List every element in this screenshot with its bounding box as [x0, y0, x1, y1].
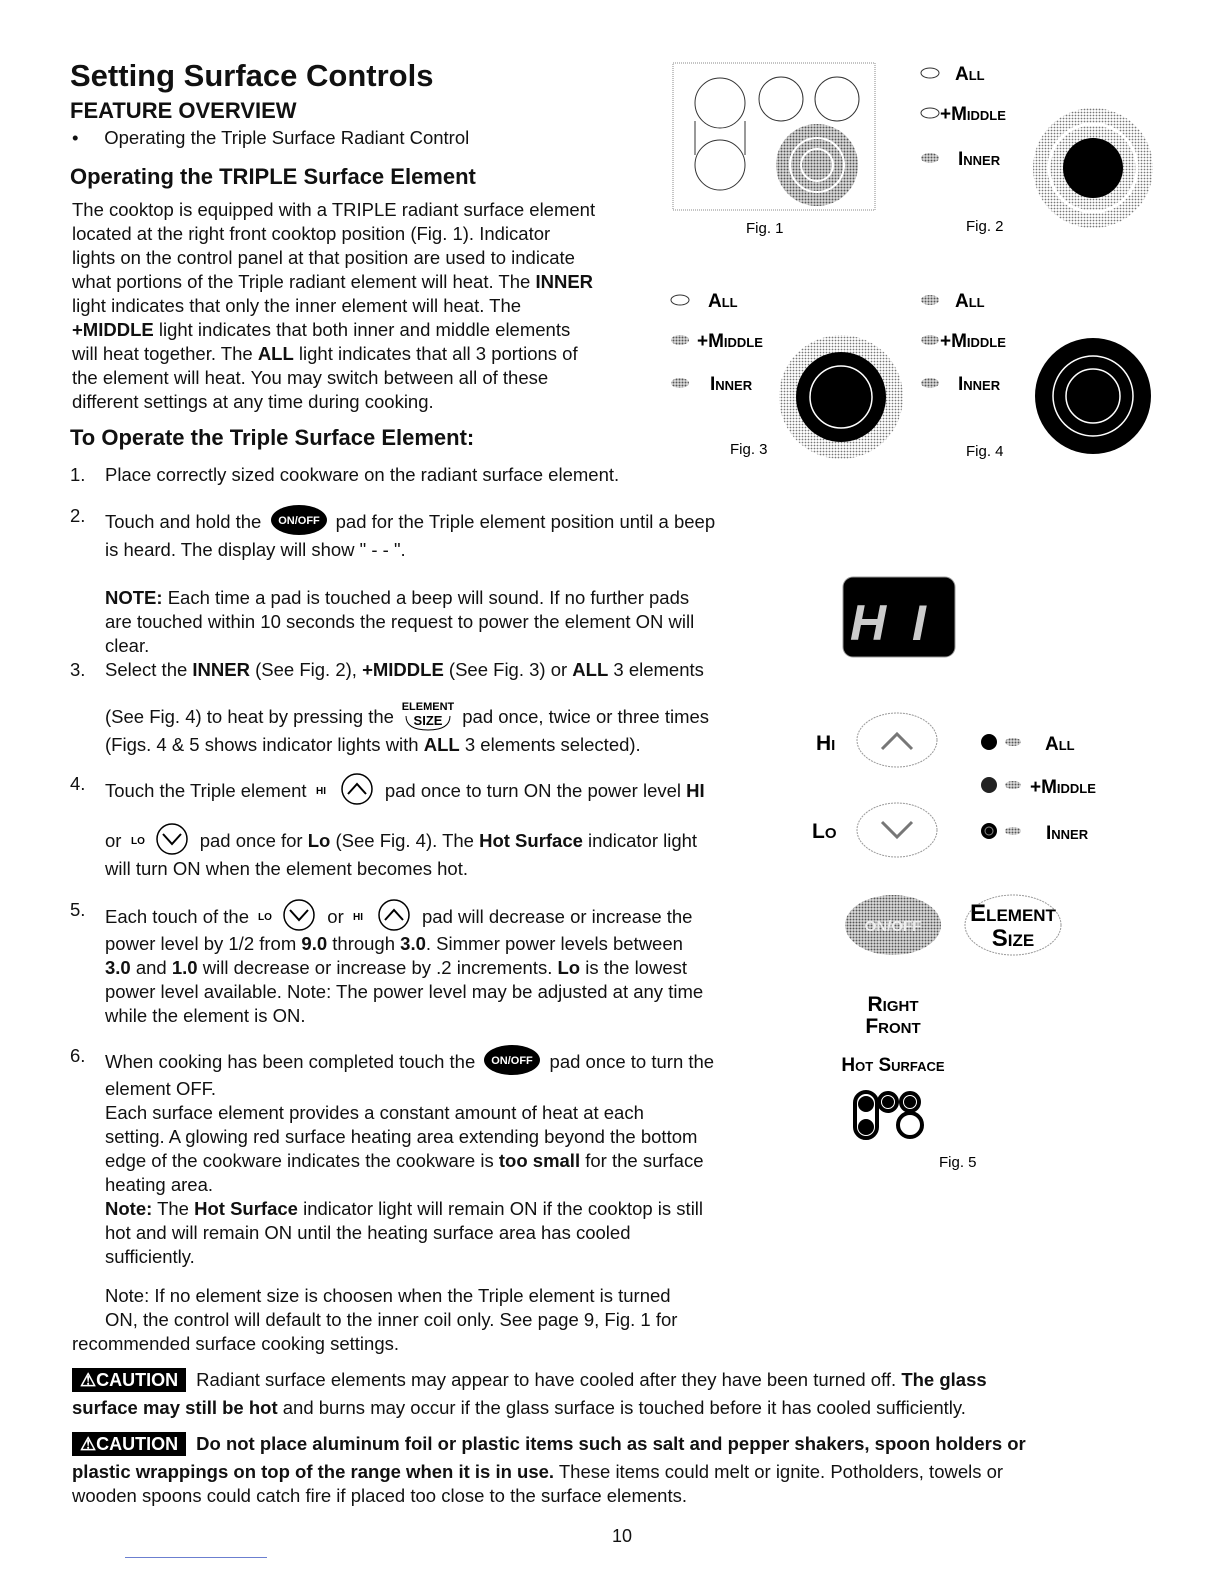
figure-5-control-panel: [812, 577, 1096, 1171]
text-segment: light indicates that both inner and middle elements: [153, 319, 571, 340]
svg-text:LO: LO: [258, 912, 273, 923]
text-segment: and: [130, 957, 172, 978]
svg-text:All: All: [1045, 734, 1075, 755]
text-segment: pad once, twice or three times: [457, 705, 710, 727]
text-segment: pad for the Triple element position until a beep: [330, 510, 716, 532]
display-readout: H I: [850, 595, 932, 651]
text-segment: The: [152, 1198, 195, 1219]
bullet-item: • Operating the Triple Surface Radiant Control: [72, 127, 470, 148]
text-segment: indicator light will remain ON if the cooktop is still: [297, 1198, 704, 1219]
bold-text: Lo: [307, 829, 331, 851]
svg-text:ON/OFF: ON/OFF: [864, 918, 922, 935]
text-segment: The cooktop is equipped with a TRIPLE radiant surface element: [72, 199, 596, 220]
svg-text:Inner: Inner: [958, 374, 1001, 395]
text-segment: or: [105, 829, 127, 851]
text-segment: Select the: [105, 659, 193, 680]
bold-text: +MIDDLE: [362, 659, 444, 680]
text-segment: Each time a pad is touched a beep will sound. If no further pads: [162, 587, 690, 608]
svg-text:+Middle: +Middle: [940, 331, 1006, 352]
text-segment: heating area.: [105, 1174, 214, 1195]
figure-4-all: [921, 291, 1151, 460]
bold-text: NOTE:: [105, 587, 163, 608]
bold-text: 1.0: [171, 957, 198, 978]
text-segment: (See Fig. 3) or: [443, 659, 573, 680]
bold-text: ALL: [257, 343, 294, 364]
text-segment: is the lowest: [580, 957, 688, 978]
svg-text:+Middle: +Middle: [940, 104, 1006, 125]
svg-text:ON/OFF: ON/OFF: [277, 515, 320, 527]
step-number: 4.: [70, 773, 86, 794]
text-segment: ON, the control will default to the inner coil only. See page 9, Fig. 1 for: [105, 1309, 678, 1330]
svg-text:+Middle: +Middle: [1030, 777, 1096, 798]
text-segment: pad once to turn the: [544, 1050, 715, 1072]
page-number: 10: [612, 1526, 633, 1546]
text-segment: will heat together. The: [72, 343, 258, 364]
svg-text:Inner: Inner: [710, 374, 753, 395]
text-segment: and burns may occur if the glass surface is touched before it has cooled sufficiently.: [277, 1397, 966, 1418]
svg-text:Element: Element: [970, 900, 1056, 927]
step-number: 6.: [70, 1045, 86, 1066]
text-segment: indicator light: [582, 829, 698, 851]
bold-text: INNER: [192, 659, 250, 680]
text-segment: Touch the Triple element: [105, 779, 312, 801]
text-segment: (See Fig. 4). The: [330, 829, 480, 851]
text-segment: Radiant surface elements may appear to have cooled after they have been turned off.: [196, 1369, 902, 1390]
text-segment: 3 elements: [608, 659, 704, 680]
figure-3-middle: [671, 291, 903, 459]
text-segment: (Figs. 4 & 5 shows indicator lights with: [105, 734, 424, 755]
bold-text: Lo: [557, 957, 581, 978]
bold-text: ALL: [423, 734, 460, 755]
text-segment: Touch and hold the: [105, 510, 267, 532]
text-segment: (See Fig. 4) to heat by pressing the: [105, 705, 400, 727]
figure-2-inner: [921, 64, 1153, 235]
svg-text:Lo: Lo: [812, 820, 837, 843]
svg-text:+Middle: +Middle: [697, 331, 763, 352]
svg-text:SIZE: SIZE: [413, 713, 443, 728]
figure-1-cooktop: [673, 63, 875, 237]
bold-text: HI: [686, 779, 705, 801]
text-segment: (See Fig. 2),: [249, 659, 363, 680]
text-segment: hot and will remain ON until the heating surface area has cooled: [105, 1222, 631, 1243]
step-number: 3.: [70, 659, 86, 680]
page-title: Setting Surface Controls: [70, 58, 434, 93]
svg-text:Right: Right: [867, 993, 919, 1016]
text-segment: element OFF.: [105, 1078, 217, 1099]
text-segment: Note: If no element size is choosen when the Triple element is turned: [105, 1285, 671, 1306]
text-segment: These items could melt or ignite. Potholders, towels or: [554, 1461, 1004, 1482]
text-segment: is heard. The display will show " - - ".: [105, 539, 406, 560]
text-segment: for the surface: [580, 1150, 704, 1171]
bold-text: too small: [498, 1150, 581, 1171]
text-segment: When cooking has been completed touch the: [105, 1050, 481, 1072]
svg-text:Inner: Inner: [958, 149, 1001, 170]
fig4-caption: Fig. 4: [966, 443, 1004, 460]
text-segment: or: [322, 905, 349, 927]
bold-text: 3.0: [105, 957, 131, 978]
bold-text: Do not place aluminum foil or plastic items such as salt and pepper shakers, spoon holders or: [196, 1433, 1026, 1454]
bold-text: Hot Surface: [194, 1198, 298, 1219]
bold-text: 9.0: [301, 933, 328, 954]
caution-badge: ⚠CAUTION: [72, 1368, 186, 1392]
text-segment: power level by 1/2 from: [105, 933, 302, 954]
text-segment: the element will heat. You may switch between all of these: [72, 367, 549, 388]
text-segment: while the element is ON.: [105, 1005, 306, 1026]
caution-badge: ⚠CAUTION: [72, 1432, 186, 1456]
text-segment: edge of the cookware indicates the cookware is: [105, 1150, 499, 1171]
svg-text:Hi: Hi: [816, 732, 836, 755]
svg-text:HI: HI: [315, 786, 326, 797]
text-segment: pad will decrease or increase the: [416, 905, 693, 927]
text-segment: Place correctly sized cookware on the radiant surface element.: [105, 464, 620, 485]
step-number: 5.: [70, 899, 86, 920]
text-segment: pad once for: [194, 829, 308, 851]
bold-text: INNER: [535, 271, 594, 292]
text-segment: power level available. Note: The power level may be adjusted at any time: [105, 981, 704, 1002]
svg-text:ELEMENT: ELEMENT: [402, 701, 455, 713]
text-segment: what portions of the Triple radiant element will heat. The: [72, 271, 536, 292]
text-segment: pad once to turn ON the power level: [379, 779, 687, 801]
text-segment: will decrease or increase by .2 increments.: [197, 957, 558, 978]
text-segment: . Simmer power levels between: [425, 933, 683, 954]
text-segment: will turn ON when the element becomes hot.: [105, 858, 468, 879]
text-segment: through: [327, 933, 401, 954]
text-segment: different settings at any time during cooking.: [72, 391, 434, 412]
hot-surface-icon: [855, 1092, 922, 1138]
bold-text: The glass: [901, 1369, 987, 1390]
text-segment: wooden spoons could catch fire if placed too close to the surface elements.: [72, 1485, 687, 1506]
svg-text:Hot Surface: Hot Surface: [841, 1055, 945, 1076]
text-segment: located at the right front cooktop position (Fig. 1). Indicator: [72, 223, 551, 244]
svg-text:Inner: Inner: [1046, 823, 1089, 844]
bold-text: Hot Surface: [479, 829, 583, 851]
text-segment: sufficiently.: [105, 1246, 195, 1267]
section-heading-to-operate: To Operate the Triple Surface Element:: [70, 425, 475, 450]
step-number: 2.: [70, 505, 86, 526]
bold-text: +MIDDLE: [72, 319, 154, 340]
text-segment: Each surface element provides a constant amount of heat at each: [105, 1102, 644, 1123]
bold-text: surface may still be hot: [72, 1397, 278, 1418]
fig3-caption: Fig. 3: [730, 441, 768, 458]
svg-text:All: All: [955, 291, 985, 312]
bold-text: Note:: [105, 1198, 153, 1219]
svg-text:Front: Front: [865, 1015, 921, 1038]
text-segment: Each touch of the: [105, 905, 255, 927]
text-segment: are touched within 10 seconds the request to power the element ON will: [105, 611, 695, 632]
svg-text:ON/OFF: ON/OFF: [491, 1055, 534, 1067]
text-segment: 3 elements selected).: [459, 734, 641, 755]
fig5-caption: Fig. 5: [939, 1154, 977, 1171]
step-number: 1.: [70, 464, 86, 485]
svg-text:LO: LO: [130, 836, 145, 847]
svg-text:Size: Size: [991, 925, 1035, 952]
bold-text: ALL: [572, 659, 609, 680]
bold-text: plastic wrappings on top of the range when it is in use.: [72, 1461, 555, 1482]
section-heading-operating: Operating the TRIPLE Surface Element: [70, 164, 476, 189]
svg-text:HI: HI: [352, 912, 363, 923]
fig1-caption: Fig. 1: [746, 220, 784, 237]
feature-overview-heading: FEATURE OVERVIEW: [70, 98, 297, 123]
text-segment: light indicates that only the inner element will heat. The: [72, 295, 522, 316]
fig2-caption: Fig. 2: [966, 218, 1004, 235]
bold-text: 3.0: [400, 933, 426, 954]
svg-text:All: All: [708, 291, 738, 312]
text-segment: recommended surface cooking settings.: [72, 1333, 400, 1354]
text-segment: setting. A glowing red surface heating area extending beyond the bottom: [105, 1126, 698, 1147]
text-segment: clear.: [105, 635, 150, 656]
svg-text:All: All: [955, 64, 985, 85]
text-segment: light indicates that all 3 portions of: [293, 343, 578, 364]
text-segment: lights on the control panel at that position are used to indicate: [72, 247, 575, 268]
